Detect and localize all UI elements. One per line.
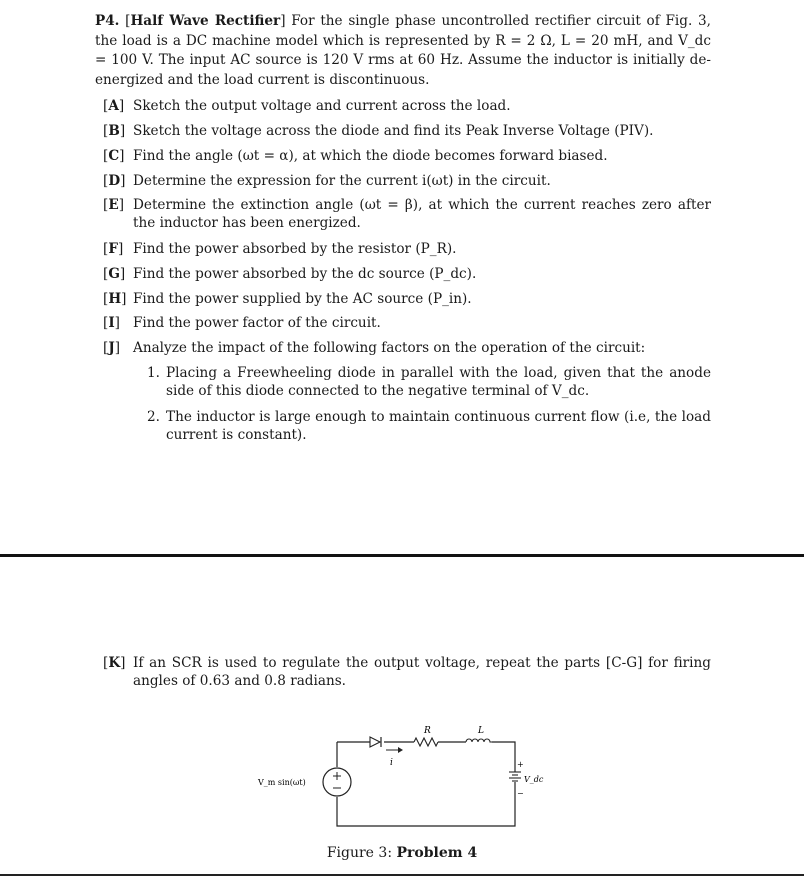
subpart-text: The inductor is large enough to maintain continuous current flow (i.e, the load current is constant).	[166, 409, 711, 443]
inductor-label: L	[478, 726, 484, 736]
part-k	[103, 654, 711, 690]
part-tag: [J]	[103, 340, 121, 356]
part-c	[103, 147, 711, 165]
page-divider	[0, 554, 804, 557]
problem-intro-text: For the single phase uncontrolled rectifier circuit of Fig. 3, the load is a DC machine model which is represented by R = 2 Ω, L = 20 mH, and V_dc = 100 V. The input AC source is 120 V rms at 60 Hz. Assume the inductor is initially de-energized and the load current is discontinuous.	[95, 13, 711, 88]
dc-source-label: V_dc	[524, 775, 544, 784]
subpart-text: Placing a Freewheeling diode in parallel with the load, given that the anode side of this diode connected to the negative terminal of V_dc.	[166, 365, 711, 399]
inductor-icon	[466, 739, 492, 742]
ac-source-icon	[323, 768, 351, 796]
part-text: Determine the expression for the current i(ωt) in the circuit.	[133, 173, 551, 189]
part-text: Determine the extinction angle (ωt = β), at which the current reaches zero after the inductor has been energized.	[133, 197, 711, 231]
part-e	[103, 196, 711, 232]
circuit-figure	[240, 722, 560, 834]
page-bottom-rule	[0, 874, 804, 876]
part-text: Sketch the voltage across the diode and find its Peak Inverse Voltage (PIV).	[133, 123, 654, 139]
resistor-label: R	[424, 726, 431, 736]
part-text: Find the power absorbed by the resistor (P_R).	[133, 241, 457, 257]
problem-title: Half Wave Rectifier	[130, 13, 281, 29]
part-tag: [G]	[103, 266, 126, 282]
problem-intro: P4. [Half Wave Rectifier] For the single phase uncontrolled rectifier circuit of Fig. 3, the load is a DC machine model which is represented by R = 2 Ω, L = 20 mH, and V_dc = 100 V. The input AC source is 120 V rms at 60 Hz. Assume the inductor is initially de-energized and the load current is discontinuous.	[95, 13, 711, 88]
part-tag: [E]	[103, 197, 124, 213]
circuit-wires	[337, 742, 515, 826]
part-tag: [K]	[103, 655, 126, 671]
part-text: Find the power factor of the circuit.	[133, 315, 381, 331]
subpart-2	[147, 408, 711, 444]
part-tag: [H]	[103, 291, 127, 307]
part-text: Find the angle (ωt = α), at which the diode becomes forward biased.	[133, 148, 608, 164]
ac-source-label: V_m sin(ωt)	[258, 778, 306, 787]
subpart-1	[147, 364, 711, 400]
current-arrow-icon	[386, 747, 403, 753]
part-tag: [D]	[103, 173, 126, 189]
part-f	[103, 240, 711, 258]
dc-plus-sign: +	[517, 760, 524, 769]
diode-icon	[370, 737, 381, 747]
part-text: Sketch the output voltage and current across the load.	[133, 98, 511, 114]
part-tag: [B]	[103, 123, 126, 139]
part-tag: [A]	[103, 98, 125, 114]
part-tag: [I]	[103, 315, 120, 331]
part-i	[103, 314, 711, 332]
part-tag: [C]	[103, 148, 125, 164]
part-text: If an SCR is used to regulate the output voltage, repeat the parts [C-G] for firing angles of 0.63 and 0.8 radians.	[133, 655, 711, 689]
caption-prefix: Figure 3:	[326, 845, 393, 861]
part-d	[103, 172, 711, 190]
part-b	[103, 122, 711, 140]
part-tag: [F]	[103, 241, 124, 257]
part-text: Find the power absorbed by the dc source (P_dc).	[133, 266, 477, 282]
caption-title: Problem 4	[396, 845, 478, 861]
part-text: Analyze the impact of the following factors on the operation of the circuit:	[133, 340, 646, 356]
resistor-icon	[414, 738, 438, 746]
part-j	[103, 339, 711, 357]
subpart-number: 2.	[147, 409, 160, 425]
battery-icon	[509, 772, 521, 781]
part-text: Find the power supplied by the AC source (P_in).	[133, 291, 472, 307]
part-g	[103, 265, 711, 283]
subpart-number: 1.	[147, 365, 160, 381]
problem-number: P4.	[95, 13, 120, 29]
part-h	[103, 290, 711, 308]
figure-caption	[0, 845, 804, 861]
current-label: i	[390, 758, 393, 768]
part-a	[103, 97, 711, 115]
dc-minus-sign: −	[517, 789, 524, 798]
